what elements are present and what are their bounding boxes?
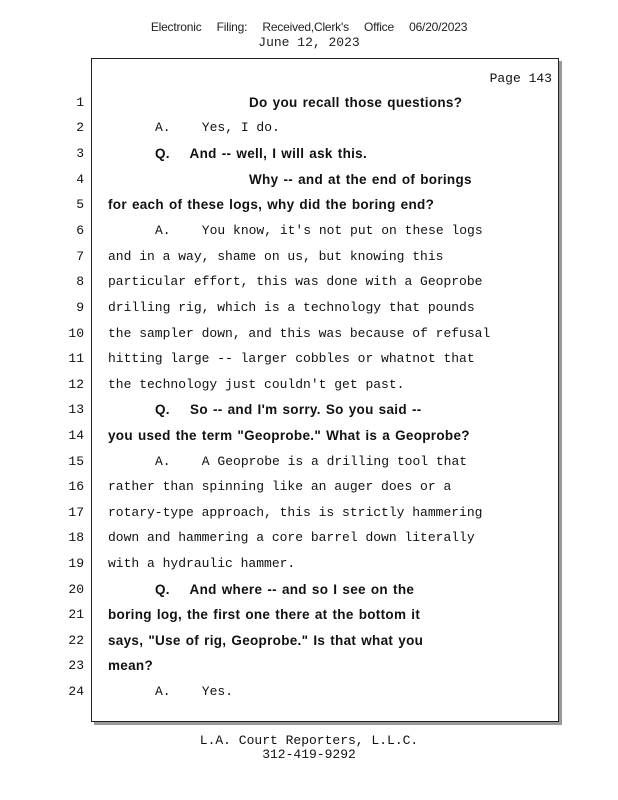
- line-number: 7: [76, 249, 84, 264]
- page-number: Page 143: [489, 71, 552, 86]
- line-number: 9: [76, 300, 84, 315]
- line-number: 4: [76, 172, 84, 187]
- stamp-filing: Filing:: [216, 20, 248, 34]
- line-number: 6: [76, 223, 84, 238]
- transcript-line: you used the term "Geoprobe." What is a Geoprobe?: [108, 428, 470, 443]
- filing-stamp: [0, 20, 618, 34]
- line-number: 13: [68, 402, 84, 417]
- transcript-line: Q. And -- well, I will ask this.: [155, 146, 368, 161]
- transcript-line: Q. So -- and I'm sorry. So you said --: [155, 402, 422, 417]
- line-number: 16: [68, 479, 84, 494]
- line-number: 24: [68, 684, 84, 699]
- transcript-line: hitting large -- larger cobbles or whatnot that: [108, 351, 475, 366]
- transcript-line: the technology just couldn't get past.: [108, 377, 405, 392]
- line-number: 21: [68, 607, 84, 622]
- transcript-line: rotary-type approach, this is strictly hammering: [108, 505, 483, 520]
- transcript-line: Do you recall those questions?: [249, 95, 463, 110]
- line-number: 5: [76, 197, 84, 212]
- line-number: 17: [68, 505, 84, 520]
- line-number: 15: [68, 454, 84, 469]
- line-number: 18: [68, 530, 84, 545]
- transcript-line: boring log, the first one there at the bottom it: [108, 607, 421, 622]
- transcript-line: says, "Use of rig, Geoprobe." Is that what you: [108, 633, 424, 648]
- transcript-line: mean?: [108, 658, 154, 673]
- transcript-line: drilling rig, which is a technology that pounds: [108, 300, 475, 315]
- transcript-line: Why -- and at the end of borings: [249, 172, 472, 187]
- transcript-line: Q. And where -- and so I see on the: [155, 582, 415, 597]
- line-number: 14: [68, 428, 84, 443]
- transcript-line: rather than spinning like an auger does or a: [108, 479, 452, 494]
- line-number: 11: [68, 351, 84, 366]
- transcript-line: A. Yes.: [155, 684, 234, 699]
- line-number: 10: [68, 326, 84, 341]
- line-number: 22: [68, 633, 84, 648]
- transcript-line: A. Yes, I do.: [155, 120, 280, 135]
- line-number: 23: [68, 658, 84, 673]
- transcript-line: down and hammering a core barrel down literally: [108, 530, 475, 545]
- court-reporter-phone: 312-419-9292: [262, 747, 356, 762]
- line-number: 3: [76, 146, 84, 161]
- stamp-received: Received,Clerk's: [262, 20, 349, 34]
- court-reporter-name: L.A. Court Reporters, L.L.C.: [199, 733, 419, 748]
- line-number: 2: [76, 120, 84, 135]
- transcript-line: and in a way, shame on us, but knowing this: [108, 249, 444, 264]
- transcript-line: the sampler down, and this was because of refusal: [108, 326, 491, 341]
- transcript-line: A. A Geoprobe is a drilling tool that: [155, 454, 468, 469]
- transcript-line: particular effort, this was done with a Geoprobe: [108, 274, 483, 289]
- line-number: 8: [76, 274, 84, 289]
- stamp-electronic: Electronic: [150, 20, 202, 34]
- line-number: 1: [76, 95, 84, 110]
- stamp-office: Office: [364, 20, 394, 34]
- line-number: 19: [68, 556, 84, 571]
- transcript-line: A. You know, it's not put on these logs: [155, 223, 483, 238]
- transcript-line: for each of these logs, why did the boring end?: [108, 197, 435, 212]
- stamp-date: 06/20/2023: [409, 20, 468, 34]
- transcript-line: with a hydraulic hammer.: [108, 556, 296, 571]
- line-number: 12: [68, 377, 84, 392]
- line-number: 20: [68, 582, 84, 597]
- transcript-date: June 12, 2023: [258, 35, 360, 50]
